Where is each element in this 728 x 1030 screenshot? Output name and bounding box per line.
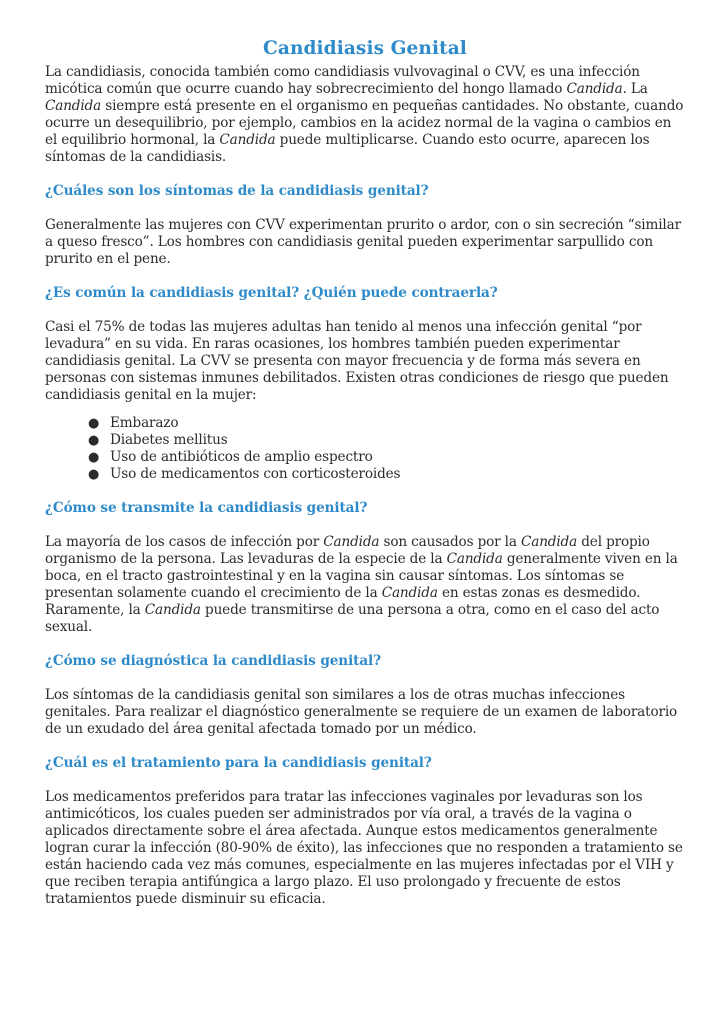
list-item: ● Uso de antibióticos de amplio espectro: [88, 449, 373, 465]
treatment-heading: ¿Cuál es el tratamiento para la candidiasis genital?: [45, 755, 432, 771]
document-title: Candidiasis Genital: [263, 38, 467, 59]
diagnosis-paragraph: Los síntomas de la candidiasis genital son similares a los de otras muchas infecciones genitales. Para realizar el diagnóstico generalmente se requiere de un examen de laboratorio de un exudado del área genital afectada tomado por un médico.: [45, 687, 678, 737]
intro-paragraph: La candidiasis, conocida también como candidiasis vulvovaginal o CVV, es una infección micótica común que ocurre cuando hay sobrecrecimiento del hongo llamado Candida. La Candida siempre está presente en el organismo en pequeñas cantidades. No obstante, cuando ocurre un desequilibrio, por ejemplo, cambios en la acidez normal de la vagina o cambios en el equilibrio hormonal, la Candida puede multiplicarse. Cuando esto ocurre, aparecen los síntomas de la candidiasis.: [45, 64, 684, 165]
bullet-icon: ●: [88, 433, 100, 448]
prevalence-paragraph: Casi el 75% de todas las mujeres adultas han tenido al menos una infección genital “por levadura” en su vida. En raras ocasiones, los hombres también pueden experimentar candidiasis genital. La CVV se presenta con mayor frecuencia y de forma más severa en personas con sistemas inmunes debilitados. Existen otras condiciones de riesgo que pueden candidiasis genital en la mujer:: [45, 319, 669, 403]
symptoms-paragraph: Generalmente las mujeres con CVV experimentan prurito o ardor, con o sin secreción “similar a queso fresco”. Los hombres con candidiasis genital pueden experimentar sarpullido con prurito en el pene.: [45, 217, 681, 267]
bullet-icon: ●: [88, 450, 100, 465]
list-item: ● Uso de medicamentos con corticosteroides: [88, 466, 401, 482]
transmission-heading: ¿Cómo se transmite la candidiasis genital?: [45, 500, 368, 516]
treatment-paragraph: Los medicamentos preferidos para tratar las infecciones vaginales por levaduras son los antimicóticos, los cuales pueden ser administrados por vía oral, a través de la vagina o aplicados directamente sobre el área afectada. Aunque estos medicamentos generalmente logran curar la infección (80-90% de éxito), las infecciones que no responden a tratamiento se están haciendo cada vez más comunes, especialmente en las mujeres infectadas por el VIH y que reciben terapia antifúngica a largo plazo. El uso prolongado y frecuente de estos tratamientos puede disminuir su eficacia.: [45, 789, 683, 907]
bullet-icon: ●: [88, 467, 100, 482]
document-page: [45, 38, 685, 908]
symptoms-heading: ¿Cuáles son los síntomas de la candidiasis genital?: [45, 183, 429, 199]
diagnosis-heading: ¿Cómo se diagnóstica la candidiasis genital?: [45, 653, 381, 669]
list-item: ● Embarazo: [88, 415, 179, 431]
bullet-icon: ●: [88, 416, 100, 431]
risk-factors-list: [45, 415, 685, 483]
transmission-paragraph: La mayoría de los casos de infección por Candida son causados por la Candida del propio organismo de la persona. Las levaduras de la especie de la Candida generalmente viven en la boca, en el tracto gastrointestinal y en la vagina sin causar síntomas. Los síntomas se presentan solamente cuando el crecimiento de la Candida en estas zonas es desmedido. Raramente, la Candida puede transmitirse de una persona a otra, como en el caso del acto sexual.: [45, 534, 678, 635]
prevalence-heading: ¿Es común la candidiasis genital? ¿Quién puede contraerla?: [45, 285, 498, 301]
list-item: ● Diabetes mellitus: [88, 432, 228, 448]
